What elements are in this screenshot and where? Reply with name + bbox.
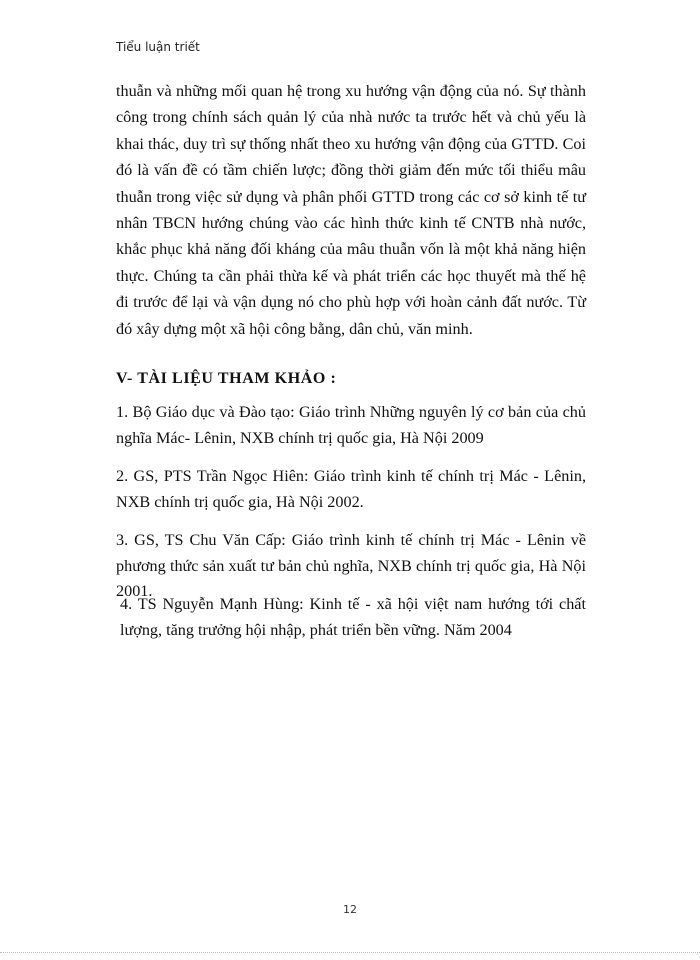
reference-item-4: 4. TS Nguyễn Mạnh Hùng: Kinh tế - xã hội việt nam hướng tới chất lượng, tăng trưởng hội nhập, phát triển bền vững. Năm 2004 <box>120 595 586 639</box>
body-text <box>116 78 586 342</box>
page-number: 12 <box>343 903 357 916</box>
reference-item-1: 1. Bộ Giáo dục và Đào tạo: Giáo trình Những nguyên lý cơ bản của chủ nghĩa Mác- Lênin, NXB chính trị quốc gia, Hà Nội 2009 <box>116 403 586 447</box>
reference-item-2: 2. GS, PTS Trần Ngọc Hiên: Giáo trình kinh tế chính trị Mác - Lênin, NXB chính trị quốc gia, Hà Nội 2002. <box>116 467 586 511</box>
reference-item-3: 3. GS, TS Chu Văn Cấp: Giáo trình kinh tế chính trị Mác - Lênin về phương thức sản xuất tư bản chủ nghĩa, NXB chính trị quốc gia, Hà Nội 2001. <box>116 531 586 600</box>
body-paragraph: thuẫn và những mối quan hệ trong xu hướng vận động của nó. Sự thành công trong chính sách quản lý của nhà nước ta trước hết và chủ yếu là khai thác, duy trì sự thống nhất theo xu hướng vận động của GTTD. Coi đó là vấn đề có tầm chiến lược; đồng thời giảm đến mức tối thiểu mâu thuẫn trong việc sử dụng và phân phối GTTD trong các cơ sở kinh tế tư nhân TBCN hướng chúng vào các hình thức kinh tế CNTB nhà nước, khắc phục khả năng đối kháng của mâu thuẫn vốn là một khả năng hiện thực. Chúng ta cần phải thừa kế và phát triển các học thuyết mà thế hệ đi trước để lại và vận dụng nó cho phù hợp với hoàn cảnh đất nước. Từ đó xây dựng một xã hội công bằng, dân chủ, văn minh. <box>116 82 586 338</box>
page-header: Tiểu luận triết <box>116 40 200 54</box>
page-bottom-rule <box>0 952 700 953</box>
references-heading: V- TÀI LIỆU THAM KHẢO : <box>116 370 337 387</box>
